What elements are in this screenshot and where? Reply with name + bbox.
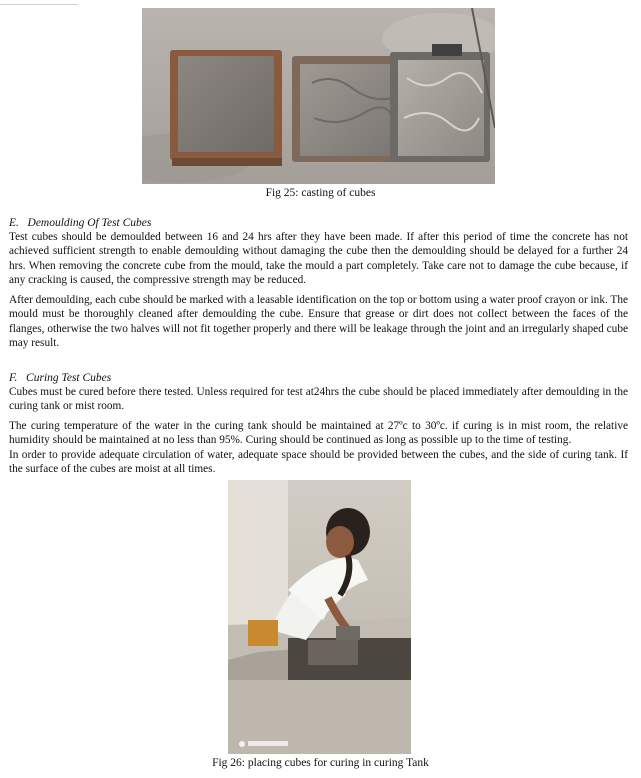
figure-26-photo [228,480,411,754]
section-e-paragraph-1: Test cubes should be demoulded between 16 and 24 hrs after they have been made. If after this period of time the concrete has not achieved sufficient strength to enable demoulding without damaging the cube then the demoulding should be delayed for a further 24 hrs. When removing the concrete cube from the mould, take the mould a part completely. Take care not to damage the cube because, if any cracking is caused, the compressive strength may be reduced. [9,231,628,287]
section-e-paragraph-2: After demoulding, each cube should be marked with a leasable identification on the top or bottom using a water proof crayon or ink. The mould must be thoroughly cleaned after demoulding the cube. Ensure that grease or dirt does not collect between the faces of the flanges, otherwise the two halves will not fit together properly and there will be leakage through the joint and an irregularly shaped cube may result. [9,294,628,350]
figure-25-photo [142,8,495,184]
figure-25-caption: Fig 25: casting of cubes [265,187,376,199]
figure-26-caption: Fig 26: placing cubes for curing in curing Tank [212,757,429,769]
section-f-paragraph-2: The curing temperature of the water in the curing tank should be maintained at 27ºc to 30ºc. if curing is in mist room, the relative humidity should be maintained at no less than 95%. Curing should be continued as long as possible up to the time of testing. [9,420,628,447]
top-rule [0,0,78,5]
section-e-heading: E. Demoulding Of Test Cubes [9,217,152,229]
section-f-paragraph-1: Cubes must be cured before there tested. Unless required for test at24hrs the cube should be placed immediately after demoulding in the curing tank or mist room. [9,386,628,413]
section-f-heading: F. Curing Test Cubes [9,372,112,384]
section-f-paragraph-3: In order to provide adequate circulation of water, adequate space should be provided between the cubes, and the side of curing tank. If the surface of the cubes are moist at all times. [9,449,628,476]
